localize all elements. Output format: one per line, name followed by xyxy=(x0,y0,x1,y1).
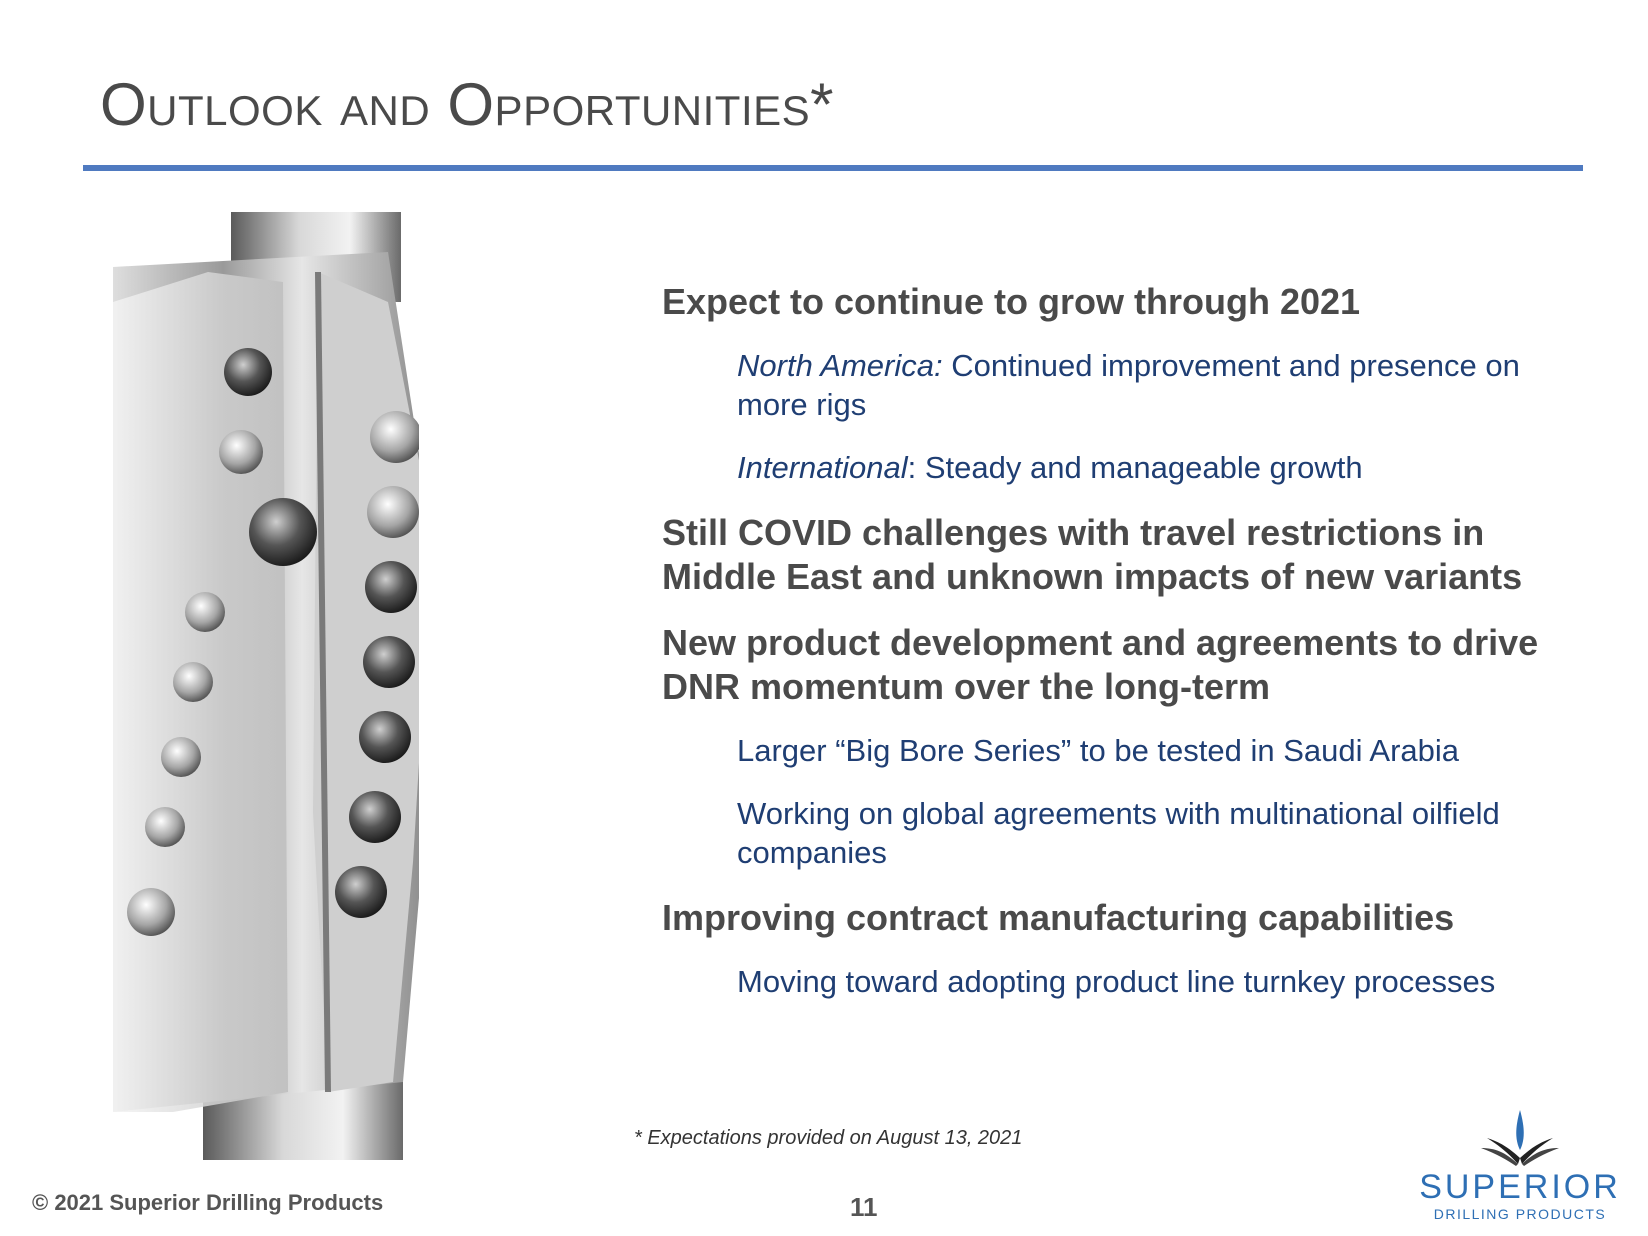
logo-name: SUPERIOR xyxy=(1419,1168,1621,1206)
drill-bit-logo-icon xyxy=(1405,1108,1635,1168)
bullet-level2 xyxy=(737,346,1592,424)
bullet-level2: Larger “Big Bore Series” to be tested in Saudi Arabia xyxy=(737,733,1460,768)
bullet-level2 xyxy=(737,448,1592,487)
page-number: 11 xyxy=(850,1192,878,1222)
title-asterisk: * xyxy=(810,71,835,138)
bullet-level1: Expect to continue to grow through 2021 xyxy=(662,281,1361,322)
drilling-tool-photo xyxy=(113,212,419,1160)
bullet-text: : Steady and manageable growth xyxy=(907,450,1363,485)
bullet-level2: Moving toward adopting product line turnkey processes xyxy=(737,964,1496,999)
footnote: * Expectations provided on August 13, 2021 xyxy=(634,1127,1023,1149)
bullet-emphasis: North America: xyxy=(737,348,943,383)
title-divider xyxy=(83,165,1583,171)
bullet-level2: Working on global agreements with multinational oilfield companies xyxy=(737,796,1500,870)
bullet-level1: Improving contract manufacturing capabilities xyxy=(662,897,1455,938)
title-text: Outlook and Opportunities xyxy=(100,71,811,138)
bullet-text: Continued improvement and presence on more rigs xyxy=(737,348,1520,422)
bullet-list xyxy=(662,280,1592,1025)
bullet-emphasis: International xyxy=(737,450,908,485)
logo-tagline: DRILLING PRODUCTS xyxy=(1433,1206,1607,1222)
page-title xyxy=(100,70,834,139)
bullet-level1: Still COVID challenges with travel restrictions in Middle East and unknown impacts of new variants xyxy=(662,512,1523,597)
bullet-level1: New product development and agreements to drive DNR momentum over the long-term xyxy=(662,622,1539,707)
company-logo xyxy=(1405,1108,1635,1222)
copyright: © 2021 Superior Drilling Products xyxy=(32,1190,384,1215)
